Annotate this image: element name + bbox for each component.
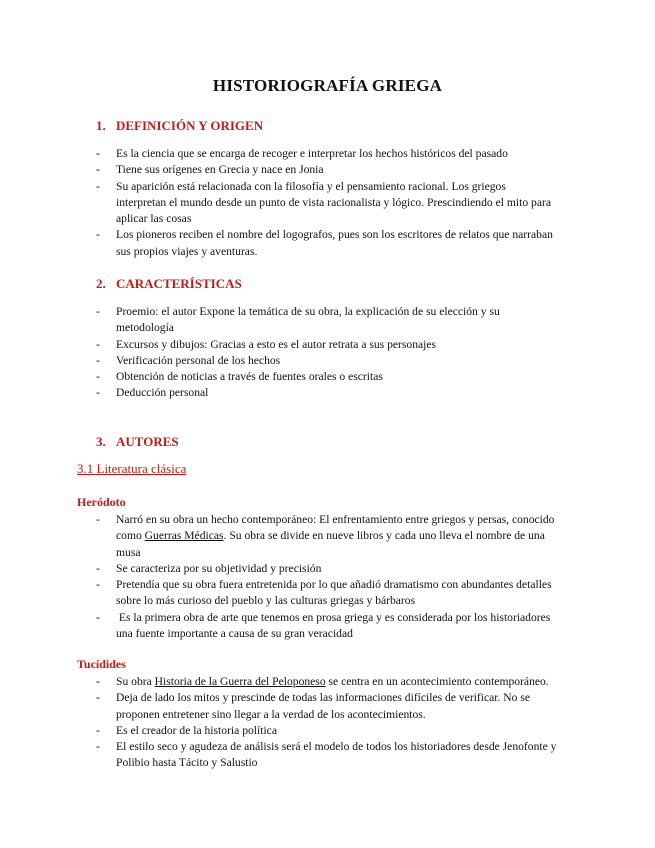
list-item: - Obtención de noticias a través de fuentes orales o escritas [96,369,558,385]
section-number: 1. [96,118,106,133]
list-item: - El estilo seco y agudeza de análisis será el modelo de todos los historiadores desde Jenofonte y Polibio hasta Tácito y Salustio [96,740,557,770]
bullet-dash: - [96,691,100,705]
underlined-term: Guerras Médicas [144,529,224,543]
bullet-dash: - [96,370,100,384]
subsection-heading: 3.1 Literatura clásica [77,461,187,476]
underlined-term: Historia de la Guerra del Peloponeso [154,675,326,688]
list-item: - Es la ciencia que se encarga de recoger e interpretar los hechos históricos del pasado [96,146,558,162]
section-number: 2. [96,276,106,291]
list-item: - Proemio: el autor Expone la temática de su obra, la explicación de su elección y su metodología [96,305,500,335]
bullet-dash: - [96,228,100,242]
section-heading-caracteristicas [96,276,242,292]
bullet-dash: - [96,337,100,351]
list-item: - Su obra Historia de la Guerra del Peloponeso se centra en un acontecimiento contemporáneo. [96,674,558,690]
bullet-dash: - [96,353,100,367]
list-item: - Pretendía que su obra fuera entretenida por lo que añadió dramatismo con abundantes detalles sobre lo más curioso del pueblo y las culturas griegas y bárbaros [96,578,552,608]
list-item: - Su aparición está relacionada con la filosofía y el pensamiento racional. Los griegos interpretan el mundo desde un punto de vista racionalista y lógico. Prescindiendo el mito para aplicar las cosas [96,179,551,226]
bullet-dash: - [96,513,100,526]
list-item: - Tiene sus orígenes en Grecia y nace en Jonia [96,162,558,178]
definicion-list [96,146,558,260]
list-item: - Es el creador de la historia política [96,723,558,739]
bullet-dash: - [96,740,100,754]
bullet-dash: - [96,147,100,160]
list-item: - Verificación personal de los hechos [96,353,558,369]
list-item: - Se caracteriza por su objetividad y precisión [96,561,558,577]
bullet-dash: - [96,305,100,318]
tucidides-list [96,674,558,772]
list-item: - Excursos y dibujos: Gracias a esto es el autor retrata a sus personajes [96,337,558,353]
section-number: 3. [96,434,106,449]
author-heading-tucidides: Tucídides [77,657,126,671]
list-item: - Narró en su obra un hecho contemporáneo: El enfrentamiento entre griegos y persas, conocido como Guerras Médicas. Su obra se divide en nueve libros y cada uno lleva el nombre de una musa [96,513,555,559]
section-title: CARACTERÍSTICAS [116,276,242,291]
bullet-dash: - [96,386,100,400]
herodoto-list [96,512,558,642]
bullet-dash: - [96,675,100,688]
list-item: - Deducción personal [96,385,558,401]
author-heading-herodoto: Heródoto [77,495,126,509]
caracteristicas-list [96,304,558,402]
list-item: - Deja de lado los mitos y prescinde de todas las informaciones difíciles de verificar. No se proponen entretener sino llegar a la verdad de los acontecimientos. [96,691,531,721]
section-heading-autores [96,434,179,450]
bullet-dash: - [96,179,100,193]
bullet-dash: - [96,610,100,624]
section-title: AUTORES [116,434,179,449]
page-title: HISTORIOGRAFÍA GRIEGA [212,76,443,95]
bullet-dash: - [96,163,100,177]
section-heading-definicion [96,118,263,134]
list-item: - Los pioneros reciben el nombre del logografos, pues son los escritores de relatos que narraban sus propios viajes y aventuras. [96,228,553,258]
bullet-dash: - [96,723,100,737]
bullet-dash: - [96,561,100,575]
bullet-dash: - [96,578,100,592]
section-title: DEFINICIÓN Y ORIGEN [116,118,264,133]
list-item: - Es la primera obra de arte que tenemos en prosa griega y es considerada por los historiadores una fuente importante a causa de su gran veracidad [96,610,554,641]
